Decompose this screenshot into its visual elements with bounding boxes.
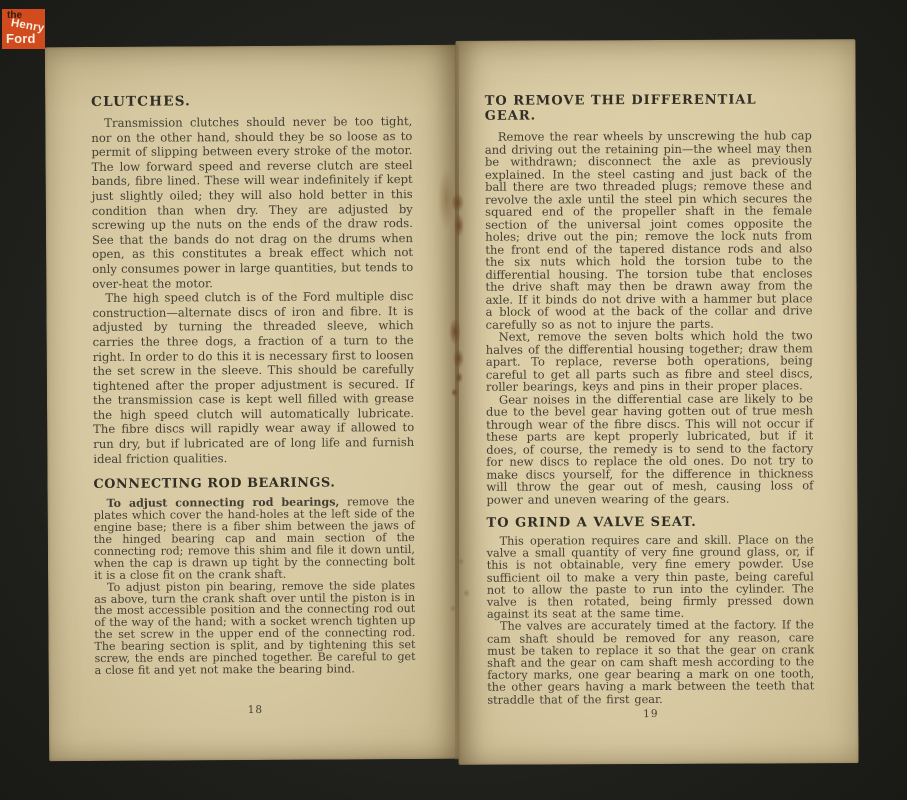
paragraph: Next, remove the seven bolts which hold the two halves of the differential housing together; draw them apart. To replace, reverse both operations, being careful to get all parts such as fibre and steel discs, roller bearings, keys and pins in their proper places. <box>485 328 813 394</box>
book-gutter-crease <box>455 44 459 760</box>
section-heading-grind-valve-seat: TO GRIND A VALVE SEAT. <box>486 514 697 531</box>
stain <box>455 372 463 383</box>
logo-text-henry: Henry <box>9 17 46 35</box>
stain <box>458 558 464 565</box>
section-heading-connecting-rod-bearings: CONNECTING ROD BEARINGS. <box>93 475 336 493</box>
paragraph-rest: remove the plates which cover the hand-holes at the left side of the engine base; there is a fiber shim between the jaws of the hinged bearing cap and main section of the connecting rod; remove this shim and file it down until, when the cap is drawn up tight by the connecting bolt it is a close fit on the crank shaft. <box>93 495 416 582</box>
stain <box>451 388 458 397</box>
stain <box>454 214 464 237</box>
henry-ford-logo <box>2 9 45 49</box>
grind-valve-seat-body <box>487 534 815 706</box>
paragraph: The high speed clutch is of the Ford multiple disc construction—alternate discs of iron and fibre. It is adjusted by turning the threaded sleeve, which carries the three dogs, a fraction of a turn to the right. In order to do this it is necessary first to loosen the set screw in the sleeve. This should be carefully tightened after the proper adjustment is secured. If the transmission case is kept well filled with grease the high speed clutch will automatically lubricate. The fibre discs will rapidly wear away if allowed to run dry, but if lubricated are of long life and furnish ideal friction qualities. <box>92 289 415 466</box>
stain <box>450 605 456 612</box>
stain <box>463 589 470 597</box>
bold-lead-text: To adjust connecting rod bearings, <box>106 495 340 511</box>
stain <box>453 349 464 368</box>
paragraph: Transmission clutches should never be too tight, nor on the other hand, should they be so loose as to permit of slipping between every stroke of the motor. The low forward speed and reverse clutch are steel bands, fibre lined. These will wear indefinitely if kept just slightly oiled; they will also hold better in this condition than when dry. They are adjusted by screwing up the nuts on the ends of the draw rods. See that the bands do not drag on the drums when open, as this constitutes a break effect which not only consumes power in large quantities, but tends to over-heat the motor. <box>91 114 414 291</box>
stain <box>451 193 464 212</box>
paragraph: This operation requires care and skill. Place on the valve a small quantity of very fine ground glass, or, if this is not obtainable, very fine emery powder. Use sufficient oil to make a very thin paste, being careful not to allow the paste to run into the cylinder. The valve is then rotated, being firmly pressed down against its seat at the same time. <box>486 533 814 621</box>
paragraph: The valves are accurately timed at the factory. If the cam shaft should be removed for any reason, care must be taken to replace it so that the gear on crank shaft and the gear on cam shaft mesh according to the factory marks, one gear bearing a mark on one tooth, the other gears having a mark between the teeth that straddle that of the first gear. <box>487 618 815 707</box>
stain <box>449 318 461 345</box>
paragraph: Gear noises in the differential case are likely to be due to the bevel gear having gotten out of true mesh through wear of the fibre discs. This will not occur if these parts are kept properly lubricated, but if it does, of course, the remedy is to send to the factory for new discs to replace the old ones. Do not try to make discs yourself, for the difference in thickness will throw the gear out of mesh, causing loss of power and uneven wearing of the gears. <box>486 390 814 507</box>
page-number-right: 19 <box>643 707 659 721</box>
connecting-rod-bearings-body <box>94 496 416 677</box>
differential-gear-body <box>485 129 814 505</box>
paragraph <box>94 496 416 581</box>
section-heading-clutches: CLUTCHES. <box>91 93 192 110</box>
logo-text-ford: Ford <box>6 31 36 46</box>
page-right <box>455 39 858 765</box>
clutches-body <box>91 114 414 466</box>
section-heading-remove-differential-gear: TO REMOVE THE DIFFERENTIAL GEAR. <box>484 92 757 124</box>
logo-text-the: the <box>7 10 22 21</box>
page-left <box>45 45 461 762</box>
paragraph: To adjust piston pin bearing, remove the side plates as above, turn the crank shaft over until the piston is in the most accessible position and the connecting rod out of the way of the hand; with a socket wrench tighten up the set screw in the upper end of the connecting rod. The bearing section is split, and by tightening this set screw, the ends are pinched together. Be careful to get a close fit and yet not make the bearing bind. <box>94 578 416 677</box>
paragraph: Remove the rear wheels by unscrewing the hub cap and driving out the retaining pin—the wheel may then be withdrawn; disconnect the axle as previously explained. In the steel casting and just back of the ball there are two threaded plugs; remove these and revolve the axle until the steel pin which secures the squared end of the propeller shaft in the female section of the universal joint comes opposite the holes; drive out the pin; remove the lock nuts from the front end of the tapered distance rods and also the six nuts which hold the torsion tube to the differential housing. The torsion tube that encloses the drive shaft may then be drawn away from the axle. If it binds do not drive with a hammer but place a block of wood at the back of the collar and drive carefully so as not to injure the parts. <box>484 128 813 332</box>
page-number-left: 18 <box>247 703 264 717</box>
